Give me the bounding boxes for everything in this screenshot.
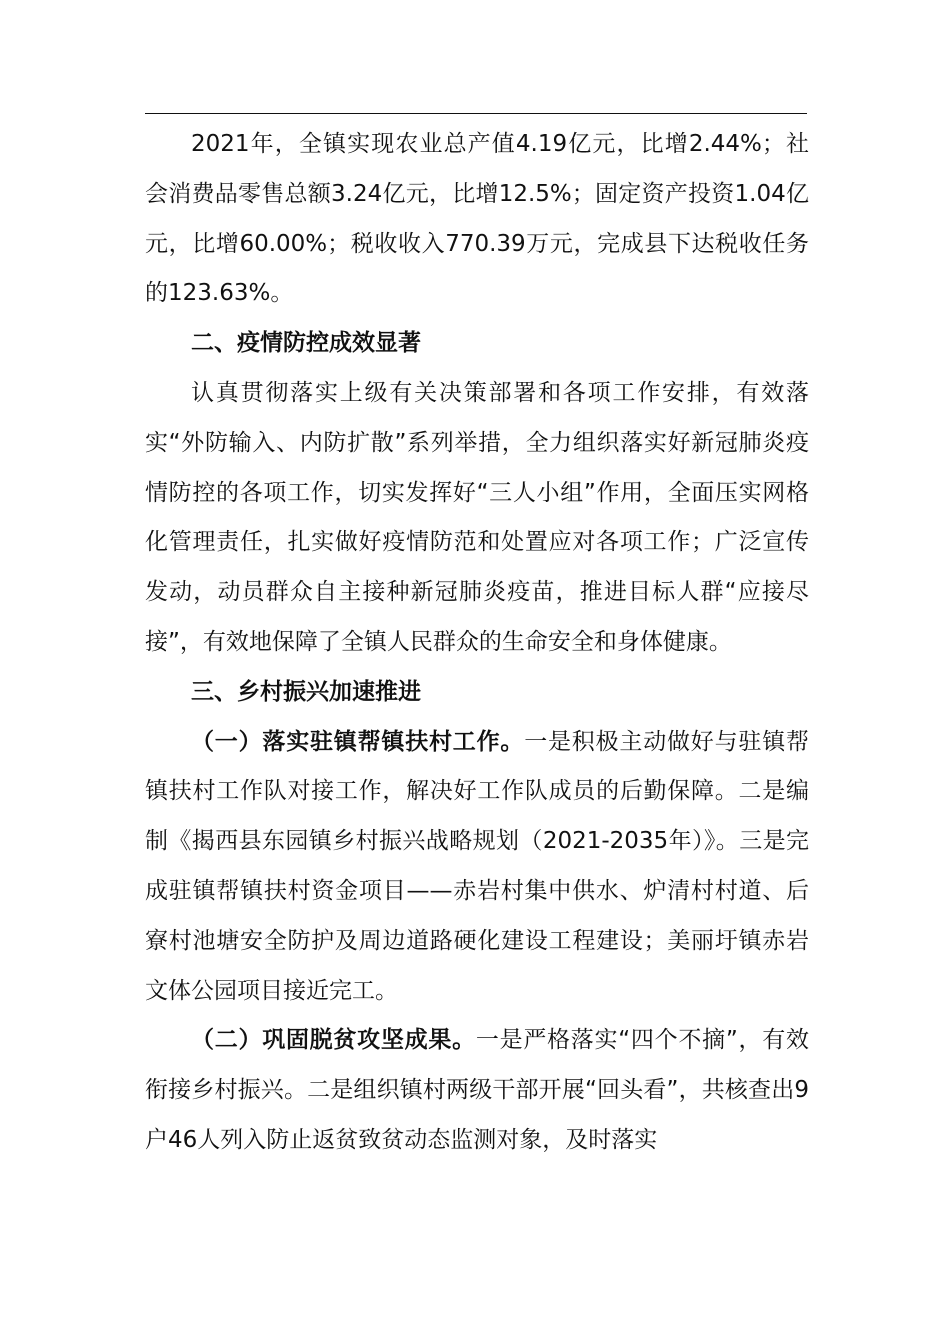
heading-text: 二、疫情防控成效显著	[191, 330, 421, 357]
paragraph-lead: （二）巩固脱贫攻坚成果。	[191, 1027, 476, 1054]
section-heading-epidemic	[145, 319, 809, 369]
paragraph-text: 2021年，全镇实现农业总产值4.19亿元，比增2.44%；社会消费品零售总额3.24亿元，比增12.5%；固定资产投资1.04亿元，比增60.00%；税收收入770.39万元，完成县下达税收任务的123.63%。	[145, 131, 809, 307]
paragraph-epidemic	[145, 369, 809, 668]
header-rule	[145, 113, 807, 114]
heading-text: 三、乡村振兴加速推进	[191, 678, 421, 705]
paragraph-economy	[145, 120, 809, 319]
section-heading-rural	[145, 668, 809, 718]
paragraph-text: 一是严格落实“四个不摘”，有效衔接乡村振兴。二是组织镇村两级干部开展“回头看”，共核查出9户46人列入防止返贫致贫动态监测对象，及时落实	[145, 1027, 809, 1153]
paragraph-text: 认真贯彻落实上级有关决策部署和各项工作安排，有效落实“外防输入、内防扩散”系列举措，全力组织落实好新冠肺炎疫情防控的各项工作，切实发挥好“三人小组”作用，全面压实网格化管理责任，扎实做好疫情防范和处置应对各项工作；广泛宣传发动，动员群众自主接种新冠肺炎疫苗，推进目标人群“应接尽接”，有效地保障了全镇人民群众的生命安全和身体健康。	[145, 379, 809, 655]
paragraph-text: 一是积极主动做好与驻镇帮镇扶村工作队对接工作，解决好工作队成员的后勤保障。二是编制《揭西县东园镇乡村振兴战略规划（2021-2035年）》。三是完成驻镇帮镇扶村资金项目——赤岩村集中供水、炉清村村道、后寮村池塘安全防护及周边道路硬化建设工程建设；美丽圩镇赤岩文体公园项目接近完工。	[145, 728, 810, 1004]
paragraph-lead: （一）落实驻镇帮镇扶村工作。	[191, 728, 525, 755]
paragraph-rural-2	[145, 1016, 809, 1165]
paragraph-rural-1	[145, 718, 809, 1017]
document-body	[145, 120, 809, 1166]
